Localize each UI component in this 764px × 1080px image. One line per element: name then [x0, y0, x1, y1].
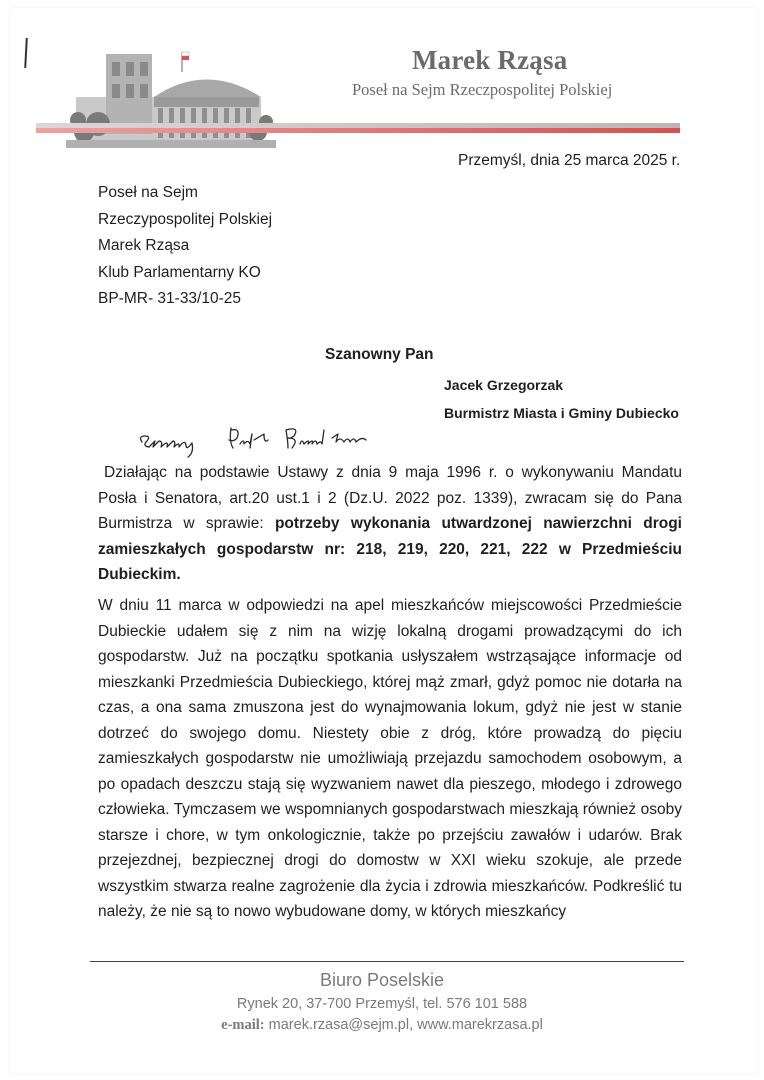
handwritten-greeting: [136, 420, 416, 460]
header-divider: [36, 123, 680, 133]
sender-line: Marek Rząsa: [98, 237, 190, 254]
footer-contact: [0, 1017, 764, 1034]
paragraph-body: W dniu 11 marca w odpowiedzi na apel mieszkańców miejscowości Przedmieście Dubieckie udałem się z nim na wizję lokalną drogami prowadzącymi do ich gospodarstw. Już na początku spotkania usłyszałem wstrząsające informacje od mieszkanki Przedmieścia Dubieckiego, której mąż zmarł, gdyż pomoc nie dotarła na czas, a ona sama zmuszona jest do wynajmowania lokum, gdyż nie jest w stanie dotrzeć do swojego domu. Niestety obie z dróg, które prowadzą do pięciu zamieszkałych gospodarstw nie umożliwiają przejazdu samochodem osobowym, a po opadach deszczu stają się wyzwaniem nawet dla pieszego, młodego i zdrowego człowieka. Tymczasem we wspomnianych gospodarstwach mieszkają również osoby starsze i chore, w tym onkologicznie, także po przejściu zawałów i udarów. Brak przejezdnej, bezpiecznej drogi do domostw w XXI wieku szokuje, ale przede wszystkim stwarza realne zagrożenie dla życia i zdrowia mieszkańców. Podkreślić tu należy, że nie są to nowo wybudowane domy, w których mieszkańcy: [98, 597, 682, 920]
mp-title: Poseł na Sejm Rzeczpospolitej Polskiej: [352, 80, 613, 99]
recipient-title: Burmistrz Miasta i Gminy Dubiecko: [444, 405, 679, 421]
sender-line: Klub Parlamentarny KO: [98, 263, 261, 281]
footer-address: Rynek 20, 37-700 Przemyśl, tel. 576 101 588: [236, 996, 528, 1012]
paragraph-intro: [98, 460, 682, 588]
letter-date: Przemyśl, dnia 25 marca 2025 r.: [458, 152, 681, 169]
footer-office-title: Biuro Poselskie: [319, 970, 445, 990]
paragraph-intro-subject: potrzeby wykonania utwardzonej nawierzchni drogi zamieszkałych gospodarstw nr: 218, 219, 220, 221, 222 w Przedmieściu Dubieckim.: [98, 515, 682, 583]
sender-line: Poseł na Sejm: [98, 184, 198, 201]
sender-line: Rzeczypospolitej Polskiej: [98, 210, 273, 228]
sender-block: [98, 180, 272, 313]
contact-details: marek.rzasa@sejm.pl, www.marekrzasa.pl: [264, 1017, 543, 1033]
mp-name: Marek Rząsa: [412, 45, 568, 75]
reference-number: BP-MR- 31-33/10-25: [98, 290, 242, 307]
recipient-name: Jacek Grzegorzak: [444, 377, 564, 393]
paragraph-intro-text: Działając na podstawie Ustawy z dnia 9 maja 1996 r. o wykonywaniu Mandatu Posła i Senatora, art.20 ust.1 i 2 (Dz.U. 2022 poz. 1339), zwracam się do Pana Burmistrza w sprawie:: [98, 464, 682, 532]
salutation: Szanowny Pan: [325, 346, 434, 363]
footer-divider: [90, 961, 684, 962]
email-label: e-mail:: [221, 1017, 265, 1033]
